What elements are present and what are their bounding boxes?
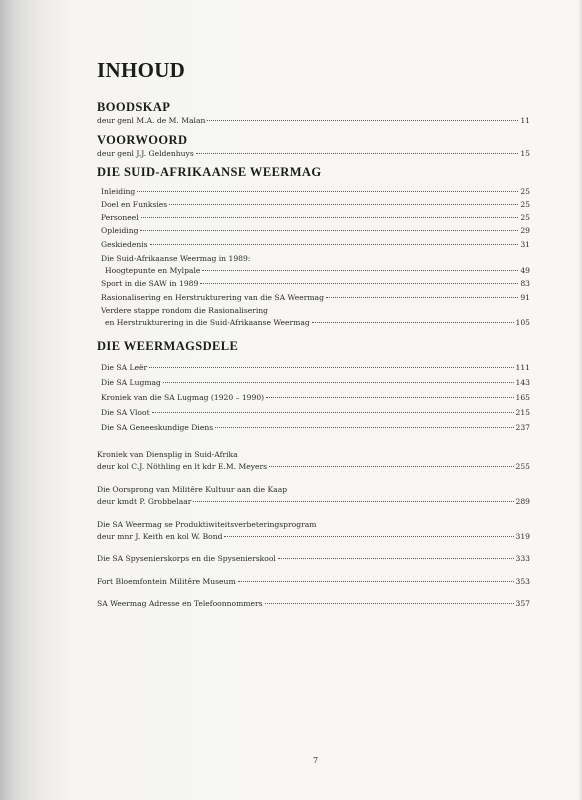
entry-label: Die SA Leër xyxy=(101,363,148,373)
toc-entry[interactable] xyxy=(97,405,530,420)
section-weermagsdele xyxy=(97,339,530,434)
leader-dots xyxy=(200,282,518,284)
entry-page: 289 xyxy=(515,496,530,506)
entry-page: 25 xyxy=(520,186,530,196)
toc-entry[interactable] xyxy=(97,460,530,473)
entry-page: 29 xyxy=(520,226,530,236)
leader-dots xyxy=(149,366,513,368)
leader-dots xyxy=(163,381,514,383)
section-heading: DIE WEERMAGSDELE xyxy=(97,339,239,354)
entry-page: 333 xyxy=(515,554,530,564)
leader-dots xyxy=(202,269,518,271)
entry-label-line1: Die Suid-Afrikaanse Weermag in 1989: xyxy=(101,254,251,264)
toc-entry[interactable] xyxy=(97,552,530,565)
entry-page: 215 xyxy=(515,407,530,417)
entry-page: 25 xyxy=(520,213,530,223)
entry-page: 255 xyxy=(515,461,530,471)
leader-dots xyxy=(169,203,518,205)
entry-page: 11 xyxy=(520,116,530,125)
toc-entry[interactable] xyxy=(97,224,530,237)
leader-dots xyxy=(269,465,513,467)
entry-label-line1: Verdere stappe rondom die Rasionalisering xyxy=(101,305,269,315)
entry-page: 83 xyxy=(520,279,530,289)
entry-page: 91 xyxy=(520,292,530,302)
section-others xyxy=(97,449,530,611)
leader-dots xyxy=(207,119,518,121)
section-heading: DIE SUID-AFRIKAANSE WEERMAG xyxy=(97,164,322,179)
page-title: INHOUD xyxy=(97,58,186,82)
entry-label: Geskiedenis xyxy=(101,239,148,249)
toc-entry[interactable] xyxy=(97,291,530,304)
entry-page: 319 xyxy=(515,532,530,542)
toc-entry[interactable] xyxy=(97,575,530,588)
page-number: 7 xyxy=(313,756,319,765)
entry-label: Opleiding xyxy=(101,226,139,236)
toc-entry[interactable] xyxy=(97,147,530,160)
toc-entry[interactable] xyxy=(97,420,530,435)
entry-label: Doel en Funksies xyxy=(101,199,168,209)
leader-dots xyxy=(141,216,519,218)
entry-label: Inleiding xyxy=(101,186,136,196)
entry-label: Sport in die SAW in 1989 xyxy=(101,279,199,289)
entry-label: Personeel xyxy=(101,213,139,223)
entry-page: 357 xyxy=(515,599,530,609)
section-voorwoord xyxy=(97,133,530,160)
toc-entry[interactable] xyxy=(97,264,530,277)
entry-page: 49 xyxy=(520,266,530,276)
entry-label: Hoogtepunte en Mylpale xyxy=(105,266,201,276)
entry-page: 31 xyxy=(520,239,530,249)
section-boodskap xyxy=(97,100,530,127)
toc-entry[interactable] xyxy=(97,597,530,610)
toc-entry[interactable] xyxy=(97,375,530,390)
entry-label: deur genl J.J. Geldenhuys xyxy=(97,149,194,159)
entry-page: 143 xyxy=(515,377,530,387)
table-of-contents xyxy=(97,100,530,610)
leader-dots xyxy=(266,396,513,398)
toc-entry[interactable] xyxy=(97,316,530,329)
leader-dots xyxy=(312,321,514,323)
leader-dots xyxy=(150,243,519,245)
section-heading: VOORWOORD xyxy=(97,133,188,148)
entry-label: deur kol C.J. Nöthling en lt kdr E.M. Meyers xyxy=(97,461,268,471)
page-edge xyxy=(578,0,582,800)
toc-entry[interactable] xyxy=(97,390,530,405)
toc-entry[interactable] xyxy=(97,238,530,251)
leader-dots xyxy=(140,229,518,231)
leader-dots xyxy=(137,190,518,192)
leader-dots xyxy=(193,500,513,502)
leader-dots xyxy=(238,580,514,582)
entry-label: Die SA Spysenierskorps en die Spysenierskool xyxy=(97,554,276,564)
entry-page: 25 xyxy=(520,199,530,209)
leader-dots xyxy=(224,535,513,537)
entry-label: Die SA Lugmag xyxy=(101,377,161,387)
leader-dots xyxy=(278,557,514,559)
toc-entry[interactable] xyxy=(97,211,530,224)
section-weermag xyxy=(97,165,530,330)
leader-dots xyxy=(265,602,514,604)
entry-page: 165 xyxy=(515,392,530,402)
entry-label: deur kmdt P. Grobbelaar xyxy=(97,496,192,506)
entry-page: 15 xyxy=(520,149,530,159)
toc-entry[interactable] xyxy=(97,530,530,543)
entry-page: 353 xyxy=(515,576,530,586)
entry-label-line1: Die SA Weermag se Produktiwiteitsverbeteringsprogram xyxy=(97,520,317,530)
entry-label-line1: Die Oorsprong van Militêre Kultuur aan die Kaap xyxy=(97,484,288,494)
entry-label: Fort Bloemfontein Militêre Museum xyxy=(97,576,236,586)
entry-label: Rasionalisering en Herstrukturering van die SA Weermag xyxy=(101,292,324,302)
leader-dots xyxy=(196,152,519,154)
leader-dots xyxy=(326,296,518,298)
toc-entry[interactable] xyxy=(97,114,530,127)
entry-label-line1: Kroniek van Diensplig in Suid-Afrika xyxy=(97,449,238,459)
entry-label: en Herstrukturering in die Suid-Afrikaanse Weermag xyxy=(105,317,310,327)
toc-entry[interactable] xyxy=(97,185,530,198)
leader-dots xyxy=(215,426,513,428)
leader-dots xyxy=(152,411,514,413)
toc-entry[interactable] xyxy=(97,198,530,211)
entry-label: Die SA Vloot xyxy=(101,407,150,417)
entry-page: 237 xyxy=(515,422,530,432)
entry-label: deur mnr J. Keith en kol W. Bond xyxy=(97,532,223,542)
entry-label: deur genl M.A. de M. Malan xyxy=(97,116,206,125)
toc-entry[interactable] xyxy=(97,361,530,374)
entry-page: 111 xyxy=(515,363,530,373)
entry-page: 105 xyxy=(515,317,530,327)
section-heading: BOODSKAP xyxy=(97,100,171,114)
entry-label: Die SA Geneeskundige Diens xyxy=(101,422,214,432)
entry-label: Kroniek van die SA Lugmag (1920 – 1990) xyxy=(101,392,265,402)
toc-entry[interactable] xyxy=(97,277,530,290)
toc-entry[interactable] xyxy=(97,495,530,508)
entry-label: SA Weermag Adresse en Telefoonnommers xyxy=(97,599,263,609)
